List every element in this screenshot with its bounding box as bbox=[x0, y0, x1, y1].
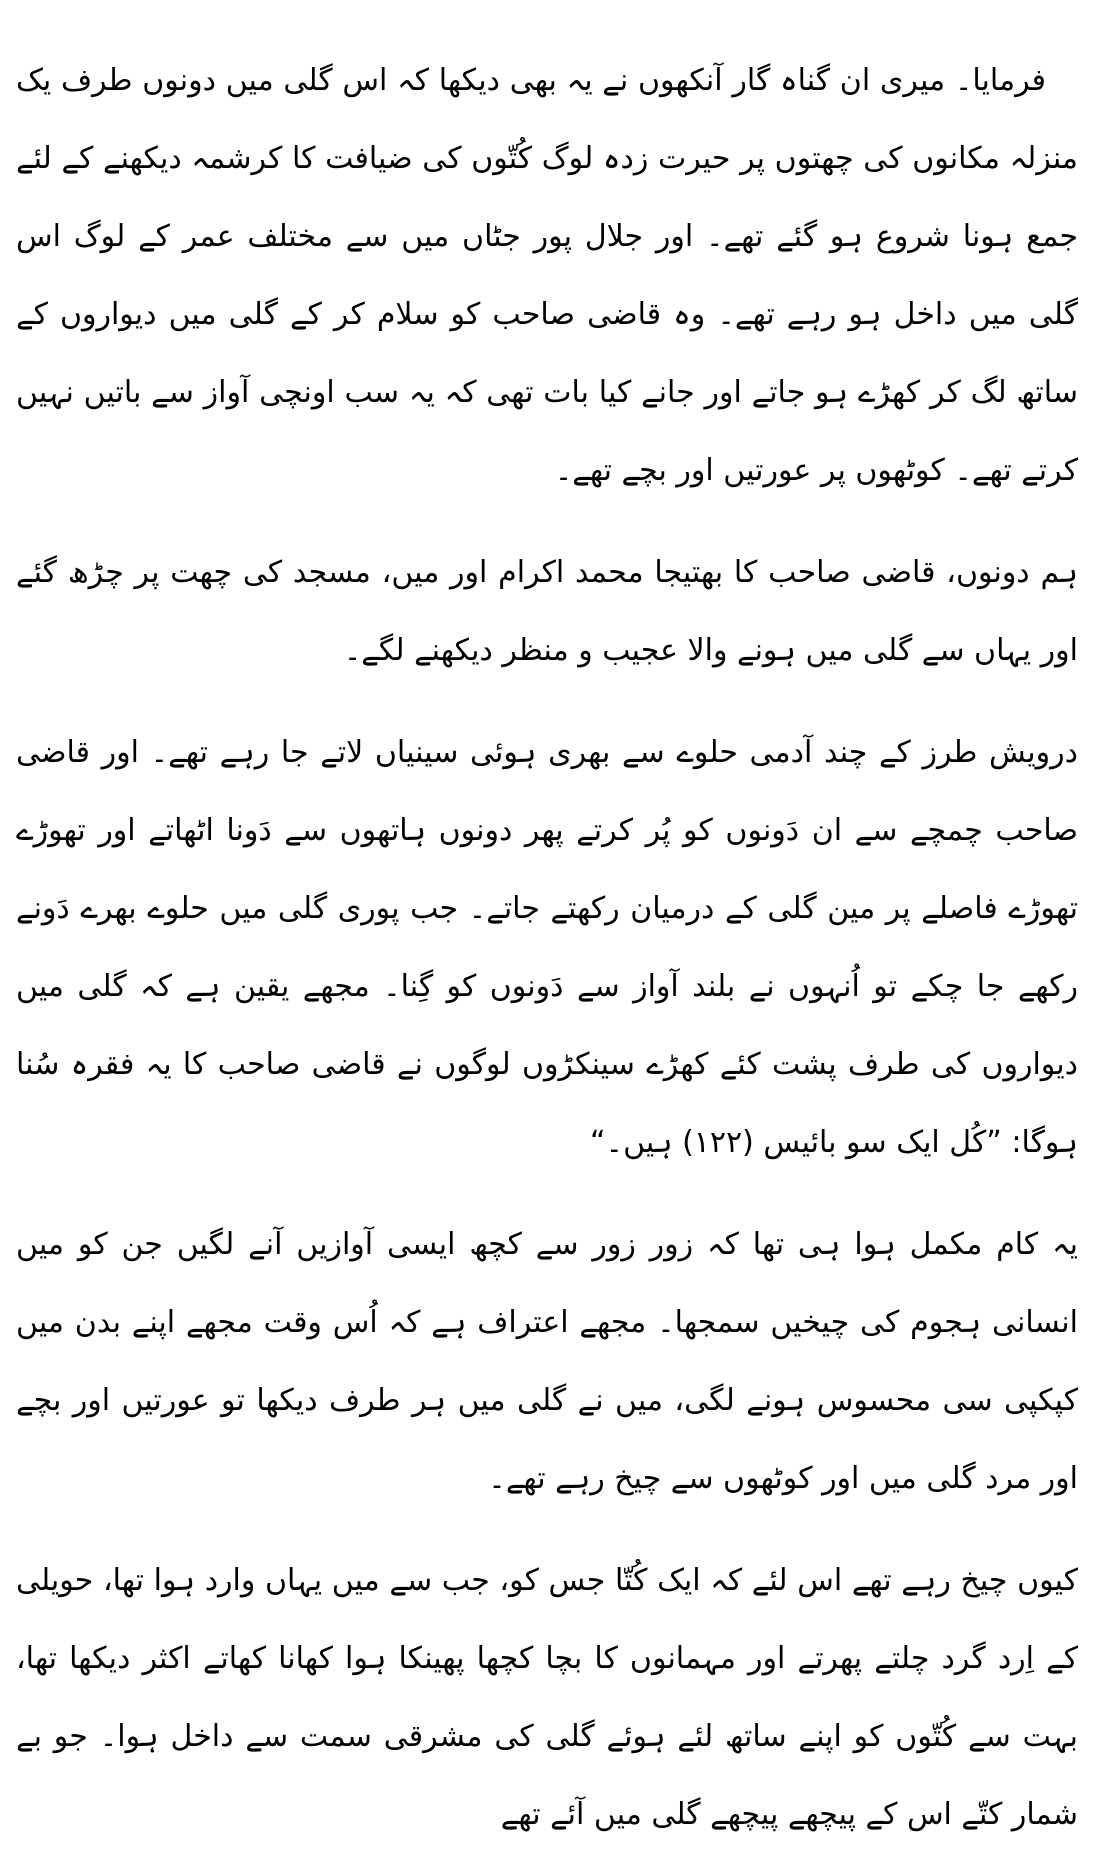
paragraph-4: یہ کام مکمل ہوا ہی تھا کہ زور زور سے کچھ ایسی آوازیں آنے لگیں جن کو میں انسانی ہجوم کی چیخیں سمجھا۔ مجھے اعتراف ہے کہ اُس وقت مجھے اپنے بدن میں کپکپی سی محسوس ہونے لگی، میں نے گلی میں ہر طرف دیکھا تو عورتیں اور بچے اور مرد گلی میں اور کوٹھوں سے چیخ رہے تھے۔ bbox=[16, 1227, 1078, 1496]
paragraph-3: درویش طرز کے چند آدمی حلوے سے بھری ہوئی سینیاں لاتے جا رہے تھے۔ اور قاضی صاحب چمچے سے ان دَونوں کو پُر کرتے پھر دونوں ہاتھوں سے دَونا اٹھاتے اور تھوڑے تھوڑے فاصلے پر مین گلی کے درمیان رکھتے جاتے۔ جب پوری گلی میں حلوے بھرے دَونے رکھے جا چکے تو اُنہوں نے بلند آواز سے دَونوں کو گِنا۔ مجھے یقین ہے کہ گلی میں دیواروں کی طرف پشت کئے کھڑے سینکڑوں لوگوں نے قاضی صاحب کا یہ فقرہ سُنا ہوگا: ”کُل ایک سو بائیس (۱۲۲) ہیں۔“ bbox=[16, 735, 1078, 1160]
paragraph-2: ہم دونوں، قاضی صاحب کا بھتیجا محمد اکرام اور میں، مسجد کی چھت پر چڑھ گئے اور یہاں سے گلی میں ہونے والا عجیب و منظر دیکھنے لگے۔ bbox=[16, 555, 1078, 668]
paragraph-5: کیوں چیخ رہے تھے اس لئے کہ ایک کُتّا جس کو، جب سے میں یہاں وارد ہوا تھا، حویلی کے اِرد گرد چلتے پھرتے اور مہمانوں کا بچا کچھا پھینکا ہوا کھانا کھاتے اکثر دیکھا تھا، بہت سے کُتّوں کو اپنے ساتھ لئے ہوئے گلی کی مشرقی سمت سے داخل ہوا۔ جو بے شمار کتّے اس کے پیچھے پیچھے گلی میں آئے تھے bbox=[16, 1563, 1078, 1832]
paragraph-1: فرمایا۔ میری ان گناہ گار آنکھوں نے یہ بھی دیکھا کہ اس گلی میں دونوں طرف یک منزلہ مکانوں کی چھتوں پر حیرت زدہ لوگ کُتّوں کی ضیافت کا کرشمہ دیکھنے کے لئے جمع ہونا شروع ہو گئے تھے۔ اور جلال پور جٹاں میں سے مختلف عمر کے لوگ اس گلی میں داخل ہو رہے تھے۔ وہ قاضی صاحب کو سلام کر کے گلی میں دیواروں کے ساتھ لگ کر کھڑے ہو جاتے اور جانے کیا بات تھی کہ یہ سب اونچی آواز سے باتیں نہیں کرتے تھے۔ کوٹھوں پر عورتیں اور بچے تھے۔ bbox=[16, 63, 1078, 488]
